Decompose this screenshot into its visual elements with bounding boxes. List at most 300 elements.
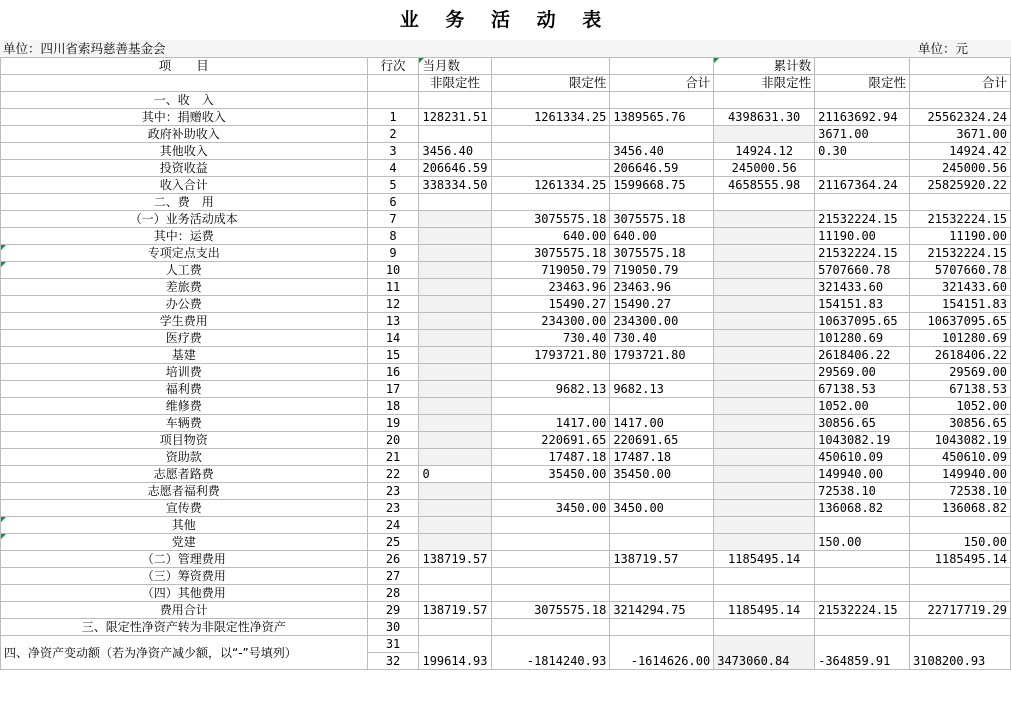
row-number: 18: [367, 398, 419, 415]
month-total: 234300.00: [610, 313, 714, 330]
cum-total: 450610.09: [910, 449, 1011, 466]
cum-unrestricted: [714, 415, 815, 432]
cum-restricted: [815, 585, 910, 602]
row-number: 12: [367, 296, 419, 313]
cum-restricted: 136068.82: [815, 500, 910, 517]
row-label: 培训费: [1, 364, 368, 381]
cum-restricted: 30856.65: [815, 415, 910, 432]
cum-unrestricted: [714, 126, 815, 143]
row-label: 学生费用: [1, 313, 368, 330]
cum-unrestricted: [714, 568, 815, 585]
cum-total: 2618406.22: [910, 347, 1011, 364]
month-unrestricted: 138719.57: [419, 551, 491, 568]
month-restricted: [491, 534, 610, 551]
row-label: 政府补助收入: [1, 126, 368, 143]
month-restricted: 1261334.25: [491, 109, 610, 126]
table-row: [1, 160, 1011, 177]
month-unrestricted: [419, 92, 491, 109]
header-cum-total: 合计: [910, 75, 1011, 92]
month-total: 3214294.75: [610, 602, 714, 619]
month-restricted: 1793721.80: [491, 347, 610, 364]
cum-total: 149940.00: [910, 466, 1011, 483]
month-unrestricted: [419, 194, 491, 211]
cum-restricted: [815, 551, 910, 568]
row-number: 13: [367, 313, 419, 330]
cum-restricted: 450610.09: [815, 449, 910, 466]
table-row: [1, 483, 1011, 500]
month-total: 1599668.75: [610, 177, 714, 194]
row-label: 车辆费: [1, 415, 368, 432]
cum-unrestricted: [714, 500, 815, 517]
final-ct: 3108200.93: [910, 636, 1011, 670]
cum-unrestricted: [714, 619, 815, 636]
table-row: [1, 347, 1011, 364]
month-unrestricted: [419, 449, 491, 466]
row-label: 志愿者福利费: [1, 483, 368, 500]
table-row: [1, 228, 1011, 245]
cum-unrestricted: 4398631.30: [714, 109, 815, 126]
row-number: 20: [367, 432, 419, 449]
header-item: 项 目: [1, 58, 368, 75]
month-restricted: 17487.18: [491, 449, 610, 466]
cum-restricted: 1043082.19: [815, 432, 910, 449]
final-mt: -1614626.00: [610, 636, 714, 670]
table-row: [1, 432, 1011, 449]
table-row: [1, 143, 1011, 160]
row-label: 人工费: [1, 262, 368, 279]
month-restricted: 234300.00: [491, 313, 610, 330]
cum-restricted: [815, 568, 910, 585]
month-restricted: [491, 92, 610, 109]
cum-unrestricted: [714, 517, 815, 534]
row-number: 26: [367, 551, 419, 568]
month-restricted: [491, 364, 610, 381]
month-total: 640.00: [610, 228, 714, 245]
row-label: 其中：运费: [1, 228, 368, 245]
month-unrestricted: [419, 500, 491, 517]
row-label: 其中：捐赠收入: [1, 109, 368, 126]
cum-restricted: 21532224.15: [815, 211, 910, 228]
cum-unrestricted: 14924.12: [714, 143, 815, 160]
table-row: [1, 92, 1011, 109]
row-label: 基建: [1, 347, 368, 364]
final-cu: 3473060.84: [714, 636, 815, 670]
month-unrestricted: [419, 415, 491, 432]
cum-unrestricted: [714, 466, 815, 483]
row-number: 4: [367, 160, 419, 177]
table-row: [1, 500, 1011, 517]
header-month-group: 当月数: [419, 58, 491, 75]
month-unrestricted: 128231.51: [419, 109, 491, 126]
cum-unrestricted: 4658555.98: [714, 177, 815, 194]
table-row: [1, 262, 1011, 279]
cum-restricted: 21163692.94: [815, 109, 910, 126]
row-label: 项目物资: [1, 432, 368, 449]
month-total: [610, 585, 714, 602]
row-number: 22: [367, 466, 419, 483]
row-label: （二）管理费用: [1, 551, 368, 568]
cum-restricted: 10637095.65: [815, 313, 910, 330]
month-restricted: 35450.00: [491, 466, 610, 483]
month-total: [610, 517, 714, 534]
row-number: 16: [367, 364, 419, 381]
table-row: [1, 279, 1011, 296]
month-unrestricted: [419, 364, 491, 381]
cum-unrestricted: [714, 313, 815, 330]
cum-restricted: [815, 517, 910, 534]
month-total: 220691.65: [610, 432, 714, 449]
activity-table: [0, 57, 1011, 670]
month-total: [610, 92, 714, 109]
cum-total: 72538.10: [910, 483, 1011, 500]
cum-unrestricted: [714, 330, 815, 347]
row-number: 19: [367, 415, 419, 432]
month-unrestricted: 138719.57: [419, 602, 491, 619]
row-number: 8: [367, 228, 419, 245]
cum-restricted: 72538.10: [815, 483, 910, 500]
cum-restricted: 5707660.78: [815, 262, 910, 279]
cum-total: 1185495.14: [910, 551, 1011, 568]
cum-unrestricted: 1185495.14: [714, 551, 815, 568]
table-row: [1, 415, 1011, 432]
month-unrestricted: [419, 534, 491, 551]
cum-total: 245000.56: [910, 160, 1011, 177]
currency-unit: 单位：元: [918, 41, 969, 56]
month-total: 206646.59: [610, 160, 714, 177]
final-row-label: 四、净资产变动额（若为净资产减少额，以“-”号填列）: [1, 636, 368, 670]
row-number: 27: [367, 568, 419, 585]
month-total: [610, 364, 714, 381]
table-row: [1, 211, 1011, 228]
month-restricted: [491, 585, 610, 602]
cum-unrestricted: [714, 534, 815, 551]
month-unrestricted: [419, 245, 491, 262]
cum-total: [910, 517, 1011, 534]
month-restricted: 730.40: [491, 330, 610, 347]
month-restricted: 1261334.25: [491, 177, 610, 194]
table-row: [1, 585, 1011, 602]
row-number: 10: [367, 262, 419, 279]
cum-unrestricted: 245000.56: [714, 160, 815, 177]
row-number: 3: [367, 143, 419, 160]
cum-restricted: [815, 194, 910, 211]
month-unrestricted: [419, 381, 491, 398]
cum-restricted: 149940.00: [815, 466, 910, 483]
cum-total: 10637095.65: [910, 313, 1011, 330]
month-restricted: 3075575.18: [491, 245, 610, 262]
month-total: [610, 619, 714, 636]
month-restricted: 3450.00: [491, 500, 610, 517]
cum-total: 25562324.24: [910, 109, 1011, 126]
cum-total: 30856.65: [910, 415, 1011, 432]
header-month-unrestricted: 非限定性: [419, 75, 491, 92]
cum-total: 14924.42: [910, 143, 1011, 160]
cum-unrestricted: [714, 398, 815, 415]
cum-unrestricted: [714, 483, 815, 500]
row-label: 党建: [1, 534, 368, 551]
month-unrestricted: [419, 483, 491, 500]
cum-restricted: 11190.00: [815, 228, 910, 245]
month-unrestricted: 3456.40: [419, 143, 491, 160]
cum-total: 21532224.15: [910, 211, 1011, 228]
row-number: 23: [367, 483, 419, 500]
month-restricted: 640.00: [491, 228, 610, 245]
row-label: 三、限定性净资产转为非限定性净资产: [1, 619, 368, 636]
month-unrestricted: [419, 228, 491, 245]
cum-unrestricted: [714, 432, 815, 449]
month-total: 3075575.18: [610, 245, 714, 262]
cum-restricted: 101280.69: [815, 330, 910, 347]
cum-unrestricted: [714, 364, 815, 381]
month-unrestricted: [419, 619, 491, 636]
month-restricted: [491, 483, 610, 500]
month-total: 23463.96: [610, 279, 714, 296]
cum-total: 29569.00: [910, 364, 1011, 381]
row-label: 志愿者路费: [1, 466, 368, 483]
row-number: 15: [367, 347, 419, 364]
cum-unrestricted: [714, 296, 815, 313]
cum-total: 22717719.29: [910, 602, 1011, 619]
table-row: [1, 109, 1011, 126]
row-label: 投资收益: [1, 160, 368, 177]
month-unrestricted: [419, 279, 491, 296]
cum-unrestricted: [714, 245, 815, 262]
row-number: 17: [367, 381, 419, 398]
month-total: 138719.57: [610, 551, 714, 568]
table-row: [1, 381, 1011, 398]
cum-total: 25825920.22: [910, 177, 1011, 194]
header-cum-group: 累计数: [714, 58, 815, 75]
month-unrestricted: [419, 262, 491, 279]
month-total: 17487.18: [610, 449, 714, 466]
row-label: （四）其他费用: [1, 585, 368, 602]
month-total: [610, 398, 714, 415]
table-row: [1, 245, 1011, 262]
row-number: 9: [367, 245, 419, 262]
month-unrestricted: [419, 126, 491, 143]
table-row: [1, 398, 1011, 415]
month-unrestricted: [419, 585, 491, 602]
cum-restricted: 21532224.15: [815, 245, 910, 262]
month-total: 15490.27: [610, 296, 714, 313]
table-row: [1, 517, 1011, 534]
month-restricted: [491, 517, 610, 534]
cum-total: 101280.69: [910, 330, 1011, 347]
cum-restricted: 154151.83: [815, 296, 910, 313]
month-restricted: 1417.00: [491, 415, 610, 432]
month-total: [610, 483, 714, 500]
row-label: 专项定点支出: [1, 245, 368, 262]
row-label: 办公费: [1, 296, 368, 313]
cum-total: 1052.00: [910, 398, 1011, 415]
cum-restricted: 67138.53: [815, 381, 910, 398]
header-month-restricted: 限定性: [491, 75, 610, 92]
cum-total: 3671.00: [910, 126, 1011, 143]
cum-restricted: [815, 619, 910, 636]
cum-restricted: 29569.00: [815, 364, 910, 381]
table-row: [1, 313, 1011, 330]
row-label: 宣传费: [1, 500, 368, 517]
row-label: 一、收 入: [1, 92, 368, 109]
cum-restricted: 3671.00: [815, 126, 910, 143]
cum-unrestricted: [714, 279, 815, 296]
month-total: [610, 126, 714, 143]
organization-unit: 单位：四川省索玛慈善基金会: [3, 41, 166, 56]
header-cum-restricted: 限定性: [815, 75, 910, 92]
report-title: 业 务 活 动 表: [399, 9, 612, 31]
row-number: 23: [367, 500, 419, 517]
cum-unrestricted: [714, 585, 815, 602]
month-total: 1793721.80: [610, 347, 714, 364]
row-number: 31: [367, 636, 419, 653]
month-restricted: [491, 160, 610, 177]
row-number: 2: [367, 126, 419, 143]
cum-unrestricted: [714, 228, 815, 245]
row-number: 30: [367, 619, 419, 636]
cum-total: 321433.60: [910, 279, 1011, 296]
row-number: 14: [367, 330, 419, 347]
month-restricted: 3075575.18: [491, 211, 610, 228]
month-total: 1417.00: [610, 415, 714, 432]
month-unrestricted: [419, 330, 491, 347]
cum-unrestricted: [714, 347, 815, 364]
row-number: 28: [367, 585, 419, 602]
cum-unrestricted: [714, 262, 815, 279]
row-label: 收入合计: [1, 177, 368, 194]
table-row: [1, 534, 1011, 551]
month-unrestricted: 0: [419, 466, 491, 483]
month-unrestricted: [419, 517, 491, 534]
cum-total: 11190.00: [910, 228, 1011, 245]
month-restricted: [491, 143, 610, 160]
row-label: 其他: [1, 517, 368, 534]
month-restricted: 23463.96: [491, 279, 610, 296]
row-number: 24: [367, 517, 419, 534]
row-label: 医疗费: [1, 330, 368, 347]
cum-unrestricted: [714, 449, 815, 466]
cum-restricted: 321433.60: [815, 279, 910, 296]
final-mu: 199614.93: [419, 636, 491, 670]
row-number: 6: [367, 194, 419, 211]
row-number: [367, 92, 419, 109]
month-total: 3456.40: [610, 143, 714, 160]
month-restricted: 719050.79: [491, 262, 610, 279]
table-row: [1, 364, 1011, 381]
cum-total: 67138.53: [910, 381, 1011, 398]
cum-total: [910, 568, 1011, 585]
cum-total: 136068.82: [910, 500, 1011, 517]
cum-restricted: 21167364.24: [815, 177, 910, 194]
month-unrestricted: 206646.59: [419, 160, 491, 177]
table-row: [1, 619, 1011, 636]
row-label: （三）筹资费用: [1, 568, 368, 585]
row-number: 32: [367, 653, 419, 670]
month-total: [610, 534, 714, 551]
cum-total: [910, 585, 1011, 602]
cum-restricted: 0.30: [815, 143, 910, 160]
header-row-no: 行次: [367, 58, 419, 75]
month-unrestricted: [419, 296, 491, 313]
row-number: 25: [367, 534, 419, 551]
table-row: [1, 636, 1011, 653]
cum-restricted: 150.00: [815, 534, 910, 551]
row-label: 费用合计: [1, 602, 368, 619]
month-total: 3075575.18: [610, 211, 714, 228]
cum-total: 1043082.19: [910, 432, 1011, 449]
month-restricted: [491, 551, 610, 568]
row-label: 资助款: [1, 449, 368, 466]
cum-restricted: [815, 160, 910, 177]
cum-restricted: 2618406.22: [815, 347, 910, 364]
cum-restricted: 1052.00: [815, 398, 910, 415]
cum-unrestricted: [714, 211, 815, 228]
cum-unrestricted: [714, 381, 815, 398]
table-row: [1, 126, 1011, 143]
row-number: 5: [367, 177, 419, 194]
row-number: 29: [367, 602, 419, 619]
cum-total: [910, 619, 1011, 636]
row-number: 11: [367, 279, 419, 296]
cum-restricted: 21532224.15: [815, 602, 910, 619]
month-total: 719050.79: [610, 262, 714, 279]
cum-total: [910, 194, 1011, 211]
cum-total: 154151.83: [910, 296, 1011, 313]
month-total: 730.40: [610, 330, 714, 347]
month-unrestricted: [419, 398, 491, 415]
row-label: 福利费: [1, 381, 368, 398]
month-unrestricted: [419, 432, 491, 449]
month-restricted: [491, 398, 610, 415]
month-unrestricted: [419, 347, 491, 364]
month-restricted: [491, 619, 610, 636]
month-restricted: [491, 568, 610, 585]
cum-total: 5707660.78: [910, 262, 1011, 279]
row-label: 维修费: [1, 398, 368, 415]
cum-total: 150.00: [910, 534, 1011, 551]
header-month-total: 合计: [610, 75, 714, 92]
month-restricted: 3075575.18: [491, 602, 610, 619]
month-total: [610, 194, 714, 211]
month-restricted: 220691.65: [491, 432, 610, 449]
table-row: [1, 177, 1011, 194]
month-total: 9682.13: [610, 381, 714, 398]
month-unrestricted: [419, 211, 491, 228]
month-restricted: 9682.13: [491, 381, 610, 398]
table-row: [1, 551, 1011, 568]
month-restricted: [491, 194, 610, 211]
table-row: [1, 466, 1011, 483]
cum-total: 21532224.15: [910, 245, 1011, 262]
table-row: [1, 602, 1011, 619]
final-cr: -364859.91: [815, 636, 910, 670]
month-restricted: 15490.27: [491, 296, 610, 313]
cum-total: [910, 92, 1011, 109]
row-label: 差旅费: [1, 279, 368, 296]
month-total: 35450.00: [610, 466, 714, 483]
table-row: [1, 449, 1011, 466]
final-mr: -1814240.93: [491, 636, 610, 670]
table-row: [1, 296, 1011, 313]
cum-unrestricted: 1185495.14: [714, 602, 815, 619]
month-unrestricted: [419, 313, 491, 330]
month-total: 3450.00: [610, 500, 714, 517]
row-label: 其他收入: [1, 143, 368, 160]
cum-unrestricted: [714, 194, 815, 211]
cum-restricted: [815, 92, 910, 109]
month-restricted: [491, 126, 610, 143]
row-number: 21: [367, 449, 419, 466]
table-row: [1, 330, 1011, 347]
